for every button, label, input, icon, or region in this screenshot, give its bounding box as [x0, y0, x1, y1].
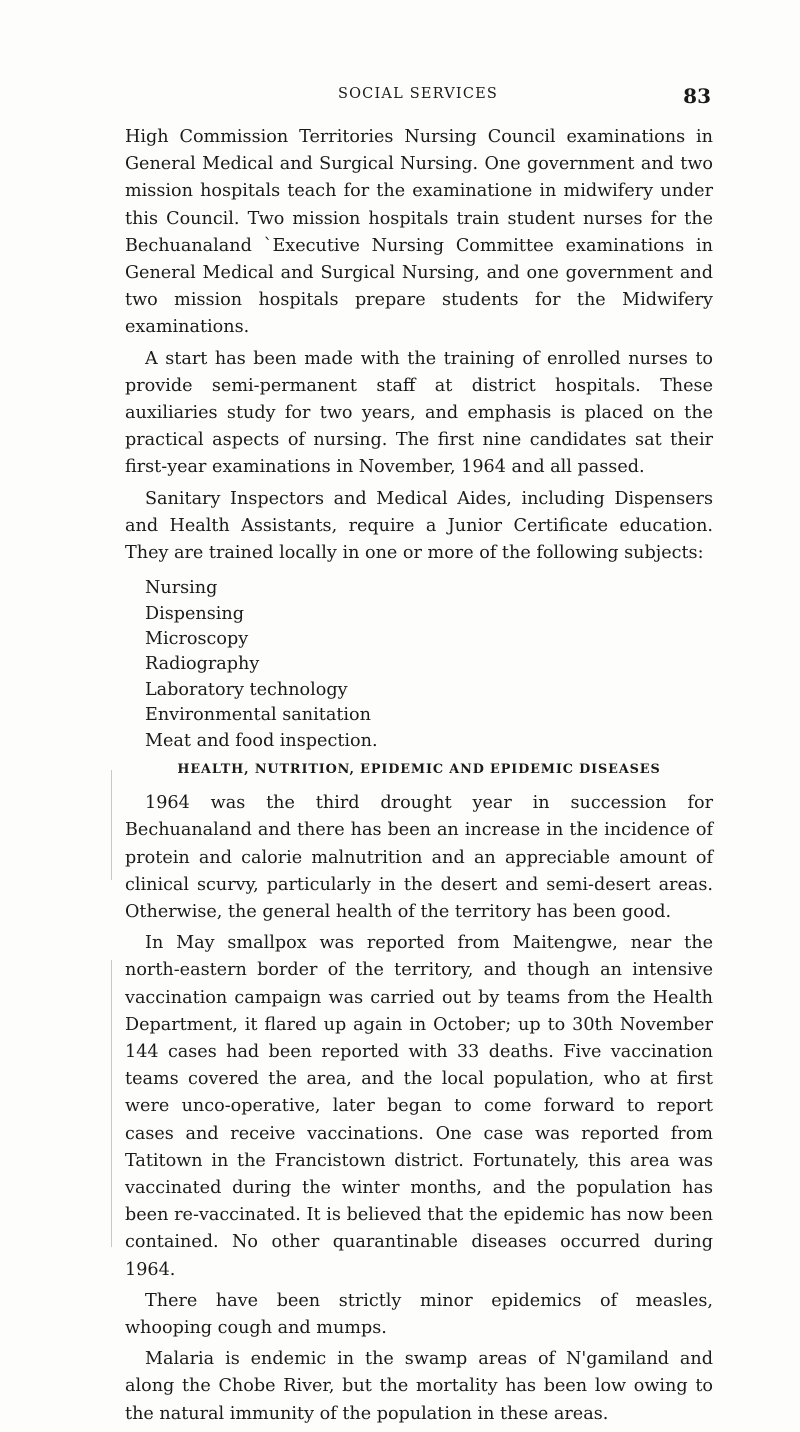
section-heading: HEALTH, NUTRITION, EPIDEMIC AND EPIDEMIC DISEASES	[177, 762, 661, 778]
list-item: Laboratory technology	[145, 679, 348, 700]
list-item: Radiography	[145, 654, 260, 675]
scan-margin-rule-upper	[111, 770, 112, 880]
paragraph-nursing-council: High Commission Territories Nursing Council examinations in General Medical and Surgical Nursing. One government and two mission hospitals teach for the examinatione in midwifery under this Council. Two mission hospitals train student nurses for the Bechuanaland `Executive Nursing Committee examinations in General Medical and Surgical Nursing, and one government and two mission hospitals prepare students for the Midwifery examinations.	[125, 127, 713, 338]
paragraph-enrolled-nurses: A start has been made with the training of enrolled nurses to provide semi-permanent staff at district hospitals. These auxiliaries study for two years, and emphasis is placed on the practical aspects of nursing. The first nine candidates sat their first-year examinations in November, 1964 and all passed.	[125, 348, 713, 478]
page-number: 83	[683, 84, 711, 108]
subject-list	[125, 576, 713, 754]
paragraph-smallpox: In May smallpox was reported from Maitengwe, near the north-eastern border of the territory, and though an intensive vaccination campaign was carried out by teams from the Health Department, it flared up again in October; up to 30th November 144 cases had been reported with 33 deaths. Five vaccination teams covered the area, and the local population, who at first were unco-operative, later began to come forward to report cases and receive vaccinations. One case was reported from Tatitown in the Francistown district. Fortunately, this area was vaccinated during the winter months, and the population has been re-vaccinated. It is believed that the epidemic has now been contained. No other quarantinable diseases occurred during 1964.	[125, 933, 713, 1280]
list-item: Environmental sanitation	[145, 705, 371, 726]
running-header	[125, 84, 711, 108]
list-item: Nursing	[145, 578, 218, 599]
running-title: SOCIAL SERVICES	[337, 86, 499, 102]
paragraph-sanitary-inspectors: Sanitary Inspectors and Medical Aides, including Dispensers and Health Assistants, require a Junior Certificate education. They are trained locally in one or more of the following subjects:	[125, 488, 713, 564]
paragraph-malaria: Malaria is endemic in the swamp areas of N'gamiland and along the Chobe River, but the mortality has been low owing to the natural immunity of the population in these areas.	[125, 1349, 713, 1424]
paragraph-drought: 1964 was the third drought year in succession for Bechuanaland and there has been an increase in the incidence of protein and calorie malnutrition and an appreciable amount of clinical scurvy, particularly in the desert and semi-desert areas. Otherwise, the general health of the territory has been good.	[125, 793, 713, 922]
list-item: Microscopy	[145, 629, 249, 650]
body-text	[125, 124, 713, 1432]
list-item: Dispensing	[145, 603, 245, 624]
list-item: Meat and food inspection.	[145, 730, 378, 751]
paragraph-minor-epidemics: There have been strictly minor epidemics of measles, whooping cough and mumps.	[125, 1290, 713, 1338]
scan-margin-rule-lower	[111, 960, 112, 1247]
